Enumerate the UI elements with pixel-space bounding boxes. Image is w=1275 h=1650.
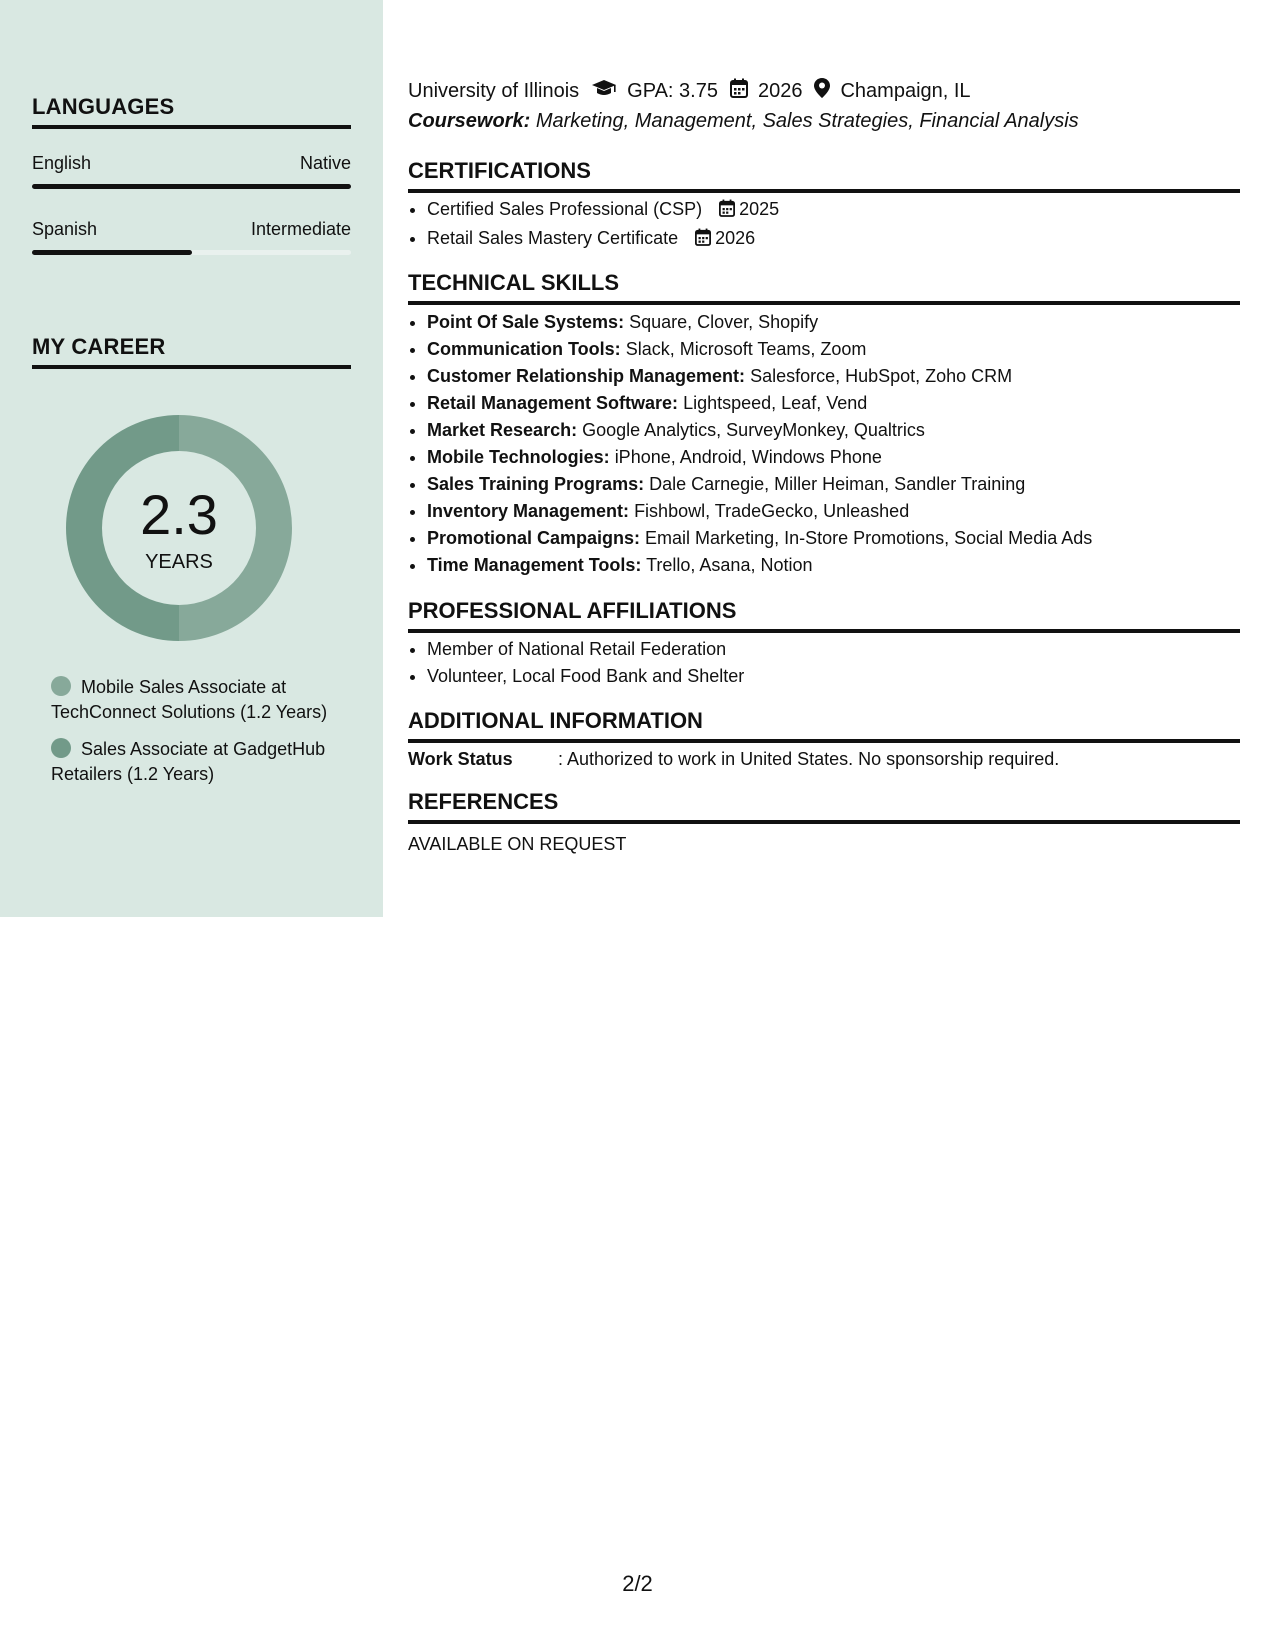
career-legend-item: [51, 675, 341, 725]
coursework-line: [408, 110, 1079, 133]
language-level: Native: [299, 153, 351, 173]
language-row-spanish: [32, 219, 351, 240]
skill-value: Slack, Microsoft Teams, Zoom: [625, 339, 867, 359]
skill-value: Trello, Asana, Notion: [646, 555, 813, 575]
graduation-year: 2026: [757, 79, 803, 102]
coursework-text: Marketing, Management, Sales Strategies, Financial Analysis: [535, 110, 1079, 132]
certification-item: [427, 225, 1259, 254]
graduation-cap-icon: [591, 78, 617, 104]
calendar-icon: [719, 198, 735, 225]
gpa: GPA: 3.75: [627, 79, 718, 102]
skill-item: [427, 309, 1259, 336]
affiliation-item: • Volunteer, Local Food Bank and Shelter: [427, 663, 1259, 690]
languages-section: [32, 94, 351, 255]
skill-value: Square, Clover, Shopify: [629, 312, 819, 332]
language-bar-english: [32, 184, 351, 189]
career-legend: [51, 675, 341, 799]
calendar-icon: [695, 227, 711, 254]
work-status-label: Work Status: [408, 749, 513, 769]
technical-skills-list: [408, 309, 1259, 579]
skill-label: Customer Relationship Management:: [427, 366, 746, 386]
career-heading: MY CAREER: [32, 334, 351, 369]
skill-value: Google Analytics, SurveyMonkey, Qualtrics: [582, 420, 925, 440]
affiliation-item: • Member of National Retail Federation: [427, 636, 1259, 663]
skill-item: [427, 525, 1259, 552]
skill-label: Time Management Tools:: [427, 555, 642, 575]
skill-item: [427, 390, 1259, 417]
skill-label: Inventory Management:: [427, 501, 630, 521]
certification-year: 2026: [715, 228, 756, 248]
career-section: [32, 334, 351, 369]
technical-skills-heading: TECHNICAL SKILLS: [408, 270, 1240, 305]
language-bar-spanish: [32, 250, 351, 255]
skill-value: Email Marketing, In-Store Promotions, Social Media Ads: [645, 528, 1093, 548]
language-bar-fill: [32, 250, 192, 255]
language-row-english: [32, 153, 351, 174]
references-heading: REFERENCES: [408, 789, 1240, 824]
skill-value: Lightspeed, Leaf, Vend: [683, 393, 868, 413]
skill-label: Retail Management Software:: [427, 393, 679, 413]
school-location: Champaign, IL: [840, 79, 971, 102]
legend-dot-icon: [51, 676, 71, 696]
certification-year: 2025: [739, 199, 780, 219]
location-pin-icon: [814, 78, 830, 104]
references-text: AVAILABLE ON REQUEST: [408, 834, 627, 854]
work-status-row: [408, 749, 1059, 770]
certifications-heading: CERTIFICATIONS: [408, 158, 1240, 193]
work-status-value: : Authorized to work in United States. No sponsorship required.: [558, 749, 1060, 769]
certification-name: Certified Sales Professional (CSP): [427, 199, 703, 219]
skill-item: [427, 417, 1259, 444]
skill-item: [427, 336, 1259, 363]
education-line: [408, 78, 971, 104]
calendar-icon: [730, 78, 748, 104]
career-donut: [66, 415, 292, 641]
skill-value: Salesforce, HubSpot, Zoho CRM: [750, 366, 1013, 386]
skill-label: Sales Training Programs:: [427, 474, 645, 494]
certification-name: Retail Sales Mastery Certificate: [427, 228, 679, 248]
skill-label: Market Research:: [427, 420, 578, 440]
page-number: 2/2: [622, 1571, 653, 1596]
additional-info-heading: ADDITIONAL INFORMATION: [408, 708, 1240, 743]
career-role-label: Sales Associate at GadgetHub Retailers (1.2 Years): [51, 739, 326, 784]
coursework-label: Coursework:: [408, 110, 531, 132]
skill-value: Dale Carnegie, Miller Heiman, Sandler Training: [649, 474, 1026, 494]
language-name: English: [32, 153, 92, 173]
skill-item: [427, 363, 1259, 390]
skill-label: Mobile Technologies:: [427, 447, 610, 467]
career-unit: YEARS: [145, 551, 213, 573]
skill-value: iPhone, Android, Windows Phone: [614, 447, 882, 467]
career-total-years: 2.3: [140, 483, 218, 546]
skill-item: [427, 498, 1259, 525]
career-donut-center: [66, 415, 292, 641]
language-bar-fill: [32, 184, 351, 189]
sidebar: [0, 0, 383, 917]
skill-item: [427, 444, 1259, 471]
skill-value: Fishbowl, TradeGecko, Unleashed: [634, 501, 910, 521]
certification-item: [427, 196, 1259, 225]
skill-label: Promotional Campaigns:: [427, 528, 641, 548]
legend-dot-icon: [51, 738, 71, 758]
skill-item: [427, 471, 1259, 498]
skill-item: [427, 552, 1259, 579]
career-role-label: Mobile Sales Associate at TechConnect Solutions (1.2 Years): [51, 677, 328, 722]
school-name: University of Illinois: [408, 79, 580, 102]
career-legend-item: [51, 737, 341, 787]
languages-heading: LANGUAGES: [32, 94, 351, 129]
language-name: Spanish: [32, 219, 98, 239]
skill-label: Point Of Sale Systems:: [427, 312, 625, 332]
certifications-list: [408, 196, 1259, 254]
affiliations-list: [408, 636, 1259, 690]
affiliations-heading: PROFESSIONAL AFFILIATIONS: [408, 598, 1240, 633]
skill-label: Communication Tools:: [427, 339, 621, 359]
language-level: Intermediate: [250, 219, 351, 239]
